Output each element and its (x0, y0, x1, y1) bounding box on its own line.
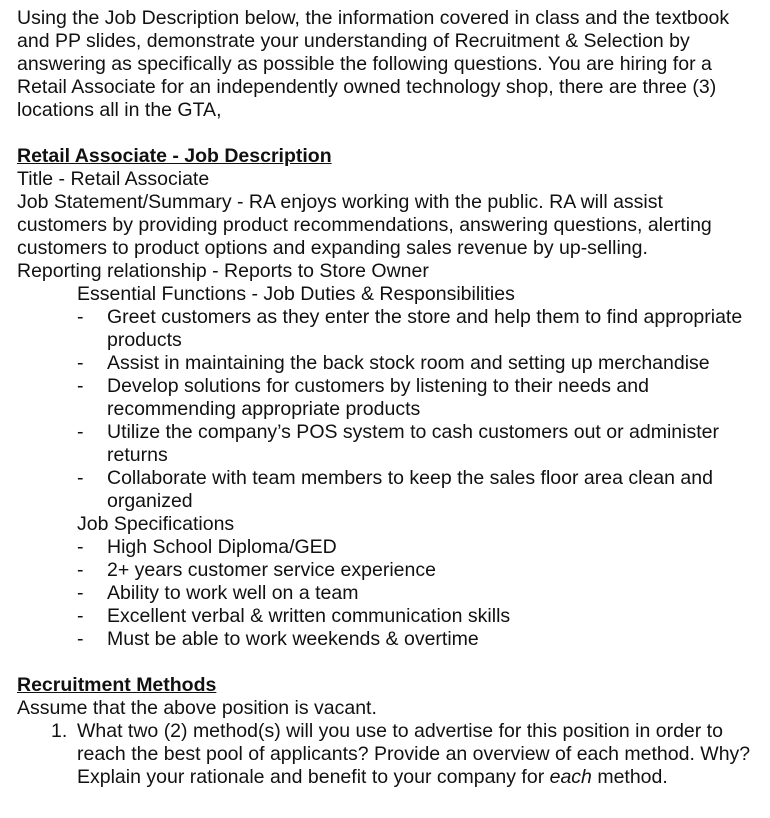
dash-bullet: - (77, 582, 84, 604)
job-title-line: Title - Retail Associate (17, 168, 210, 190)
question-end: method. (591, 766, 668, 788)
section-spacer (17, 651, 757, 674)
job-description-section (17, 145, 757, 651)
dash-bullet: - (77, 306, 84, 328)
dash-bullet: - (77, 605, 84, 627)
questions-list (17, 720, 757, 789)
dash-bullet: - (77, 421, 84, 443)
list-item: - Excellent verbal & written communication skills (77, 605, 511, 627)
question-emphasis: each (549, 766, 592, 788)
essential-functions-heading: Essential Functions - Job Duties & Responsibilities (77, 283, 515, 305)
job-specifications-heading: Job Specifications (77, 513, 235, 535)
intro-paragraph: Using the Job Description below, the information covered in class and the textbook and PP slides, demonstrate your understanding of Recruitment & Selection by answering as specifically as possible the following questions. You are hiring for a Retail Associate for an independently owned technology shop, there are three (3) locations all in the GTA, (17, 7, 730, 121)
question-number: 1. (51, 720, 68, 742)
job-specifications-list (17, 536, 757, 651)
list-item: - Assist in maintaining the back stock room and setting up merchandise (77, 352, 710, 374)
document-page (17, 7, 757, 789)
recruitment-methods-section (17, 674, 757, 789)
question-text: What two (2) method(s) will you use to advertise for this position in order to reach the best pool of applicants? Provide an overview of each method. Why? Explain your rationale and benefit to your company for (77, 720, 751, 788)
dash-bullet: - (77, 536, 84, 558)
question-item (51, 720, 757, 789)
job-description-heading: Retail Associate - Job Description (17, 145, 332, 167)
reporting-relationship: Reporting relationship - Reports to Store Owner (17, 260, 429, 282)
dash-bullet: - (77, 352, 84, 374)
dash-bullet: - (77, 559, 84, 581)
essential-functions-list (17, 306, 757, 513)
job-summary: Job Statement/Summary - RA enjoys working with the public. RA will assist customers by providing product recommendations, answering questions, alerting customers to product options and expanding sales revenue by up-selling. (17, 191, 712, 259)
dash-bullet: - (77, 375, 84, 397)
list-item: - High School Diploma/GED (77, 536, 337, 558)
list-item: - Develop solutions for customers by listening to their needs and recommending appropriate products (77, 375, 649, 420)
list-item: - Greet customers as they enter the store and help them to find appropriate products (77, 306, 743, 351)
assumption-line: Assume that the above position is vacant. (17, 697, 377, 719)
list-item: - Collaborate with team members to keep the sales floor area clean and organized (77, 467, 713, 512)
list-item: - Utilize the company’s POS system to cash customers out or administer returns (77, 421, 719, 466)
list-item: - Must be able to work weekends & overtime (77, 628, 479, 650)
recruitment-methods-heading: Recruitment Methods (17, 674, 217, 696)
dash-bullet: - (77, 628, 84, 650)
dash-bullet: - (77, 467, 84, 489)
list-item: - Ability to work well on a team (77, 582, 359, 604)
list-item: - 2+ years customer service experience (77, 559, 436, 581)
